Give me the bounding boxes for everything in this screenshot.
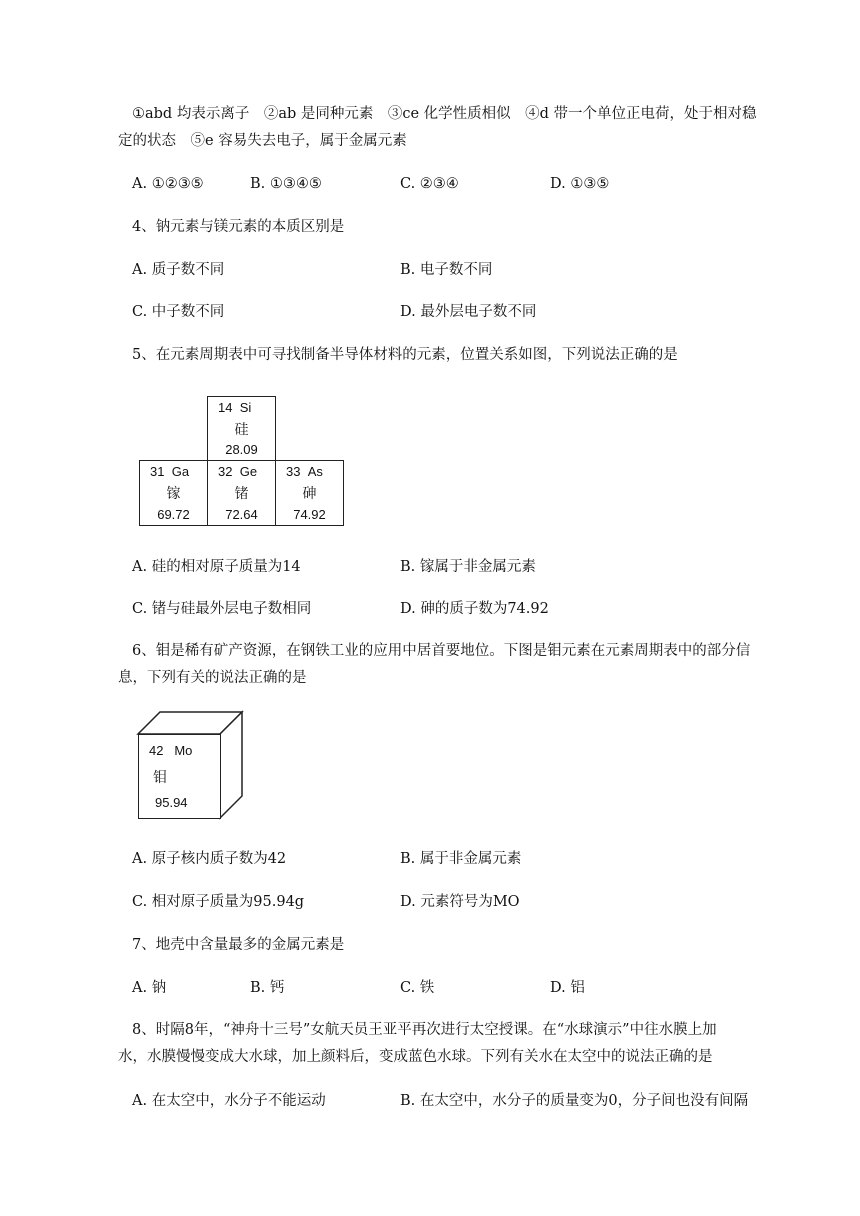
element-cell-si <box>207 396 276 461</box>
element-symbol: Si <box>239 400 252 415</box>
q7-option-d: D. 铝 <box>550 980 585 996</box>
element-number: 32 <box>218 464 233 479</box>
q6-stem-line2: 息，下列有关的说法正确的是 <box>118 670 307 686</box>
q7-option-a: A. 钠 <box>132 980 167 996</box>
q4-option-a: A. 质子数不同 <box>132 262 225 278</box>
element-mass: 74.92 <box>293 507 326 522</box>
element-name: 锗 <box>234 485 249 501</box>
q4-option-d: D. 最外层电子数不同 <box>400 304 537 320</box>
q4-option-c: C. 中子数不同 <box>132 304 225 320</box>
element-symbol: Mo <box>174 743 193 758</box>
q7-option-b: B. 钙 <box>250 980 285 996</box>
element-symbol: Ga <box>171 464 190 479</box>
element-symbol: As <box>307 464 323 479</box>
q4-option-b: B. 电子数不同 <box>400 262 493 278</box>
q8-option-b: B. 在太空中，水分子的质量变为0，分子间也没有间隔 <box>400 1093 749 1109</box>
element-number: 31 <box>150 464 165 479</box>
element-number: 42 <box>149 743 164 758</box>
element-number: 14 <box>218 400 233 415</box>
element-name: 砷 <box>302 485 317 501</box>
element-name: 钼 <box>153 769 167 785</box>
q5-option-b: B. 镓属于非金属元素 <box>400 559 536 575</box>
q3-option-b: B. ①③④⑤ <box>250 176 322 192</box>
q7-stem: 7、地壳中含量最多的金属元素是 <box>132 937 345 953</box>
element-cell-ga <box>139 460 208 526</box>
element-cell-mo <box>138 734 221 819</box>
q6-stem-line1: 6、钼是稀有矿产资源，在钢铁工业的应用中居首要地位。下图是钼元素在元素周期表中的部分信 <box>132 643 751 659</box>
element-name: 镓 <box>166 485 181 501</box>
element-mass: 69.72 <box>157 507 190 522</box>
q6-option-b: B. 属于非金属元素 <box>400 851 522 867</box>
q3-statements-line2: 定的状态 ⑤e 容易失去电子，属于金属元素 <box>118 133 407 149</box>
element-mass: 72.64 <box>225 507 258 522</box>
q3-statements-line1: ①abd 均表示离子 ②ab 是同种元素 ③ce 化学性质相似 ④d 带一个单位正电荷，处于相对稳 <box>132 106 757 122</box>
q3-option-a: A. ①②③⑤ <box>132 176 204 192</box>
element-symbol: Ge <box>239 464 258 479</box>
q8-stem-line1: 8、时隔8年，“神舟十三号”女航天员王亚平再次进行太空授课。在“水球演示”中往水膜上加 <box>132 1022 717 1038</box>
element-cell-ge <box>207 460 276 526</box>
q5-option-d: D. 砷的质子数为74.92 <box>400 601 549 617</box>
element-cell-as <box>275 460 344 526</box>
q6-option-d: D. 元素符号为MO <box>400 894 520 910</box>
q5-stem: 5、在元素周期表中可寻找制备半导体材料的元素，位置关系如图，下列说法正确的是 <box>132 347 678 363</box>
q3-option-d: D. ①③⑤ <box>550 176 610 192</box>
q6-option-a: A. 原子核内质子数为42 <box>132 851 287 867</box>
element-mass: 28.09 <box>225 442 258 457</box>
q6-option-c: C. 相对原子质量为95.94g <box>132 894 305 910</box>
q5-option-a: A. 硅的相对原子质量为14 <box>132 559 301 575</box>
element-number: 33 <box>286 464 301 479</box>
q3-option-c: C. ②③④ <box>400 176 459 192</box>
element-mass: 95.94 <box>155 795 188 810</box>
q8-stem-line2: 水，水膜慢慢变成大水球，加上颜料后，变成蓝色水球。下列有关水在太空中的说法正确的是 <box>118 1049 713 1065</box>
q8-option-a: A. 在太空中，水分子不能运动 <box>132 1093 326 1109</box>
q7-option-c: C. 铁 <box>400 980 435 996</box>
element-name: 硅 <box>234 421 249 437</box>
q5-option-c: C. 锗与硅最外层电子数相同 <box>132 601 312 617</box>
q4-stem: 4、钠元素与镁元素的本质区别是 <box>132 219 345 235</box>
